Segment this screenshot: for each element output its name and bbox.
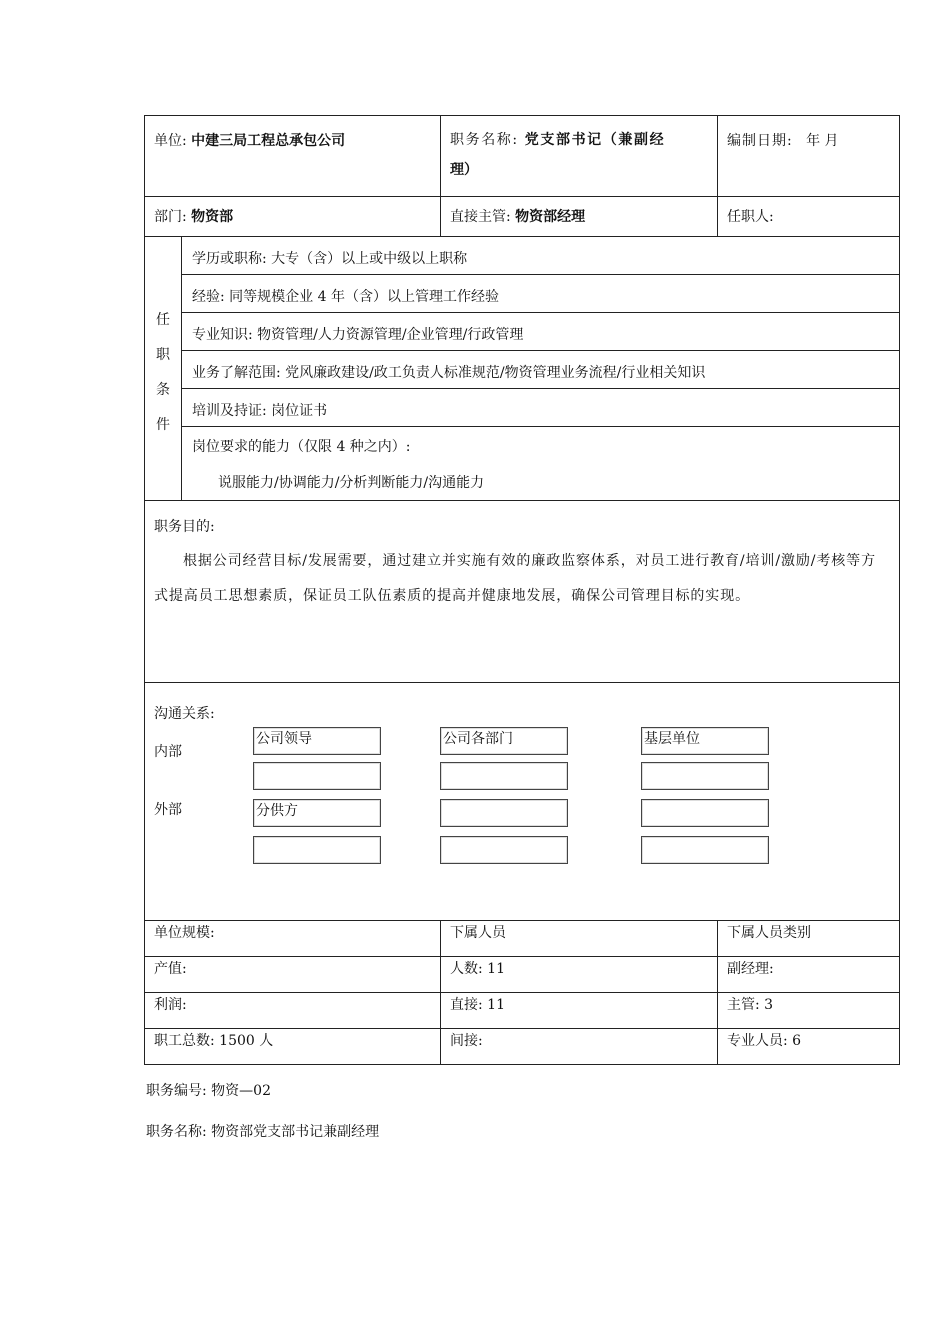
internal-box-5 — [440, 762, 568, 790]
requirements-section — [145, 237, 900, 501]
holder-label: 任职人: — [727, 209, 774, 225]
side-char-2: 职 — [156, 346, 170, 363]
dept-value: 物资部 — [191, 209, 234, 225]
requirements-items — [182, 237, 900, 501]
job-title-value-line1: 党支部书记（兼副经 — [524, 132, 666, 148]
job-title-footer: 职务名称: 物资部党支部书记兼副经理 — [146, 1124, 380, 1140]
purpose-label: 职务目的: — [154, 519, 215, 535]
indirect-cell: 间接: — [441, 1029, 718, 1065]
dept-label: 部门: — [154, 209, 187, 225]
education-requirement: 学历或职称: 大专（含）以上或中级以上职称 — [182, 237, 900, 275]
unit-cell — [145, 116, 441, 197]
supervisor-cell — [441, 197, 718, 237]
experience-requirement: 经验: 同等规模企业 4 年（含）以上管理工作经验 — [182, 275, 900, 313]
external-box-1: 分供方 — [253, 799, 381, 827]
manager-cell: 主管: 3 — [718, 993, 900, 1029]
communication-section — [145, 683, 900, 921]
stats-row-4 — [145, 1029, 900, 1065]
supervisor-value: 物资部经理 — [515, 209, 586, 225]
professional-cell: 专业人员: 6 — [718, 1029, 900, 1065]
stats-section — [145, 921, 900, 1065]
internal-box-4 — [253, 762, 381, 790]
external-box-3 — [641, 799, 769, 827]
staff-total-cell: 职工总数: 1500 人 — [145, 1029, 441, 1065]
headcount-cell: 人数: 11 — [441, 957, 718, 993]
supervisor-label: 直接主管: — [450, 209, 511, 225]
scope-requirement: 业务了解范围: 党风廉政建设/政工负责人标准规范/物资管理业务流程/行业相关知识 — [182, 351, 900, 389]
holder-cell — [718, 197, 900, 237]
stats-row-1 — [145, 921, 900, 957]
dept-cell — [145, 197, 441, 237]
job-title-label: 职务名称: — [450, 132, 519, 148]
external-box-2 — [440, 799, 568, 827]
internal-box-3: 基层单位 — [641, 727, 769, 755]
date-cell — [718, 116, 900, 197]
side-char-1: 任 — [156, 311, 170, 328]
ability-value: 说服能力/协调能力/分析判断能力/沟通能力 — [218, 475, 485, 491]
unit-label: 单位: — [154, 133, 187, 149]
external-label: 外部 — [154, 802, 182, 818]
profit-cell: 利润: — [145, 993, 441, 1029]
subordinate-type-cell: 下属人员类别 — [718, 921, 900, 957]
internal-box-1: 公司领导 — [253, 727, 381, 755]
requirements-side-label — [145, 237, 182, 501]
stats-row-2 — [145, 957, 900, 993]
side-char-4: 件 — [156, 416, 170, 433]
internal-label: 内部 — [154, 744, 182, 760]
external-box-5 — [440, 836, 568, 864]
ability-requirement — [182, 427, 900, 501]
date-label: 编制日期: — [727, 133, 793, 149]
scale-cell: 单位规模: — [145, 921, 441, 957]
external-box-6 — [641, 836, 769, 864]
job-title-value-line2: 理） — [450, 162, 478, 178]
date-value: 年 月 — [806, 133, 839, 149]
header-row-2 — [145, 197, 900, 237]
knowledge-requirement: 专业知识: 物资管理/人力资源管理/企业管理/行政管理 — [182, 313, 900, 351]
output-cell: 产值: — [145, 957, 441, 993]
ability-label: 岗位要求的能力（仅限 4 种之内）: — [192, 439, 411, 455]
side-char-3: 条 — [156, 381, 170, 398]
job-number: 职务编号: 物资—02 — [146, 1083, 271, 1099]
job-description-table — [144, 115, 900, 1065]
internal-box-6 — [641, 762, 769, 790]
stats-row-3 — [145, 993, 900, 1029]
purpose-text: 根据公司经营目标/发展需要，通过建立并实施有效的廉政监察体系，对员工进行教育/培训/激励/考核等方式提高员工思想素质，保证员工队伍素质的提高并健康地发展，确保公司管理目标的实现。 — [154, 553, 876, 604]
direct-cell: 直接: 11 — [441, 993, 718, 1029]
header-row-1 — [145, 116, 900, 197]
external-box-4 — [253, 836, 381, 864]
unit-value: 中建三局工程总承包公司 — [191, 133, 346, 149]
subordinates-cell: 下属人员 — [441, 921, 718, 957]
purpose-section — [145, 501, 900, 683]
communication-label: 沟通关系: — [154, 706, 215, 722]
training-requirement: 培训及持证: 岗位证书 — [182, 389, 900, 427]
job-title-cell — [441, 116, 718, 197]
internal-box-2: 公司各部门 — [440, 727, 568, 755]
deputy-cell: 副经理: — [718, 957, 900, 993]
